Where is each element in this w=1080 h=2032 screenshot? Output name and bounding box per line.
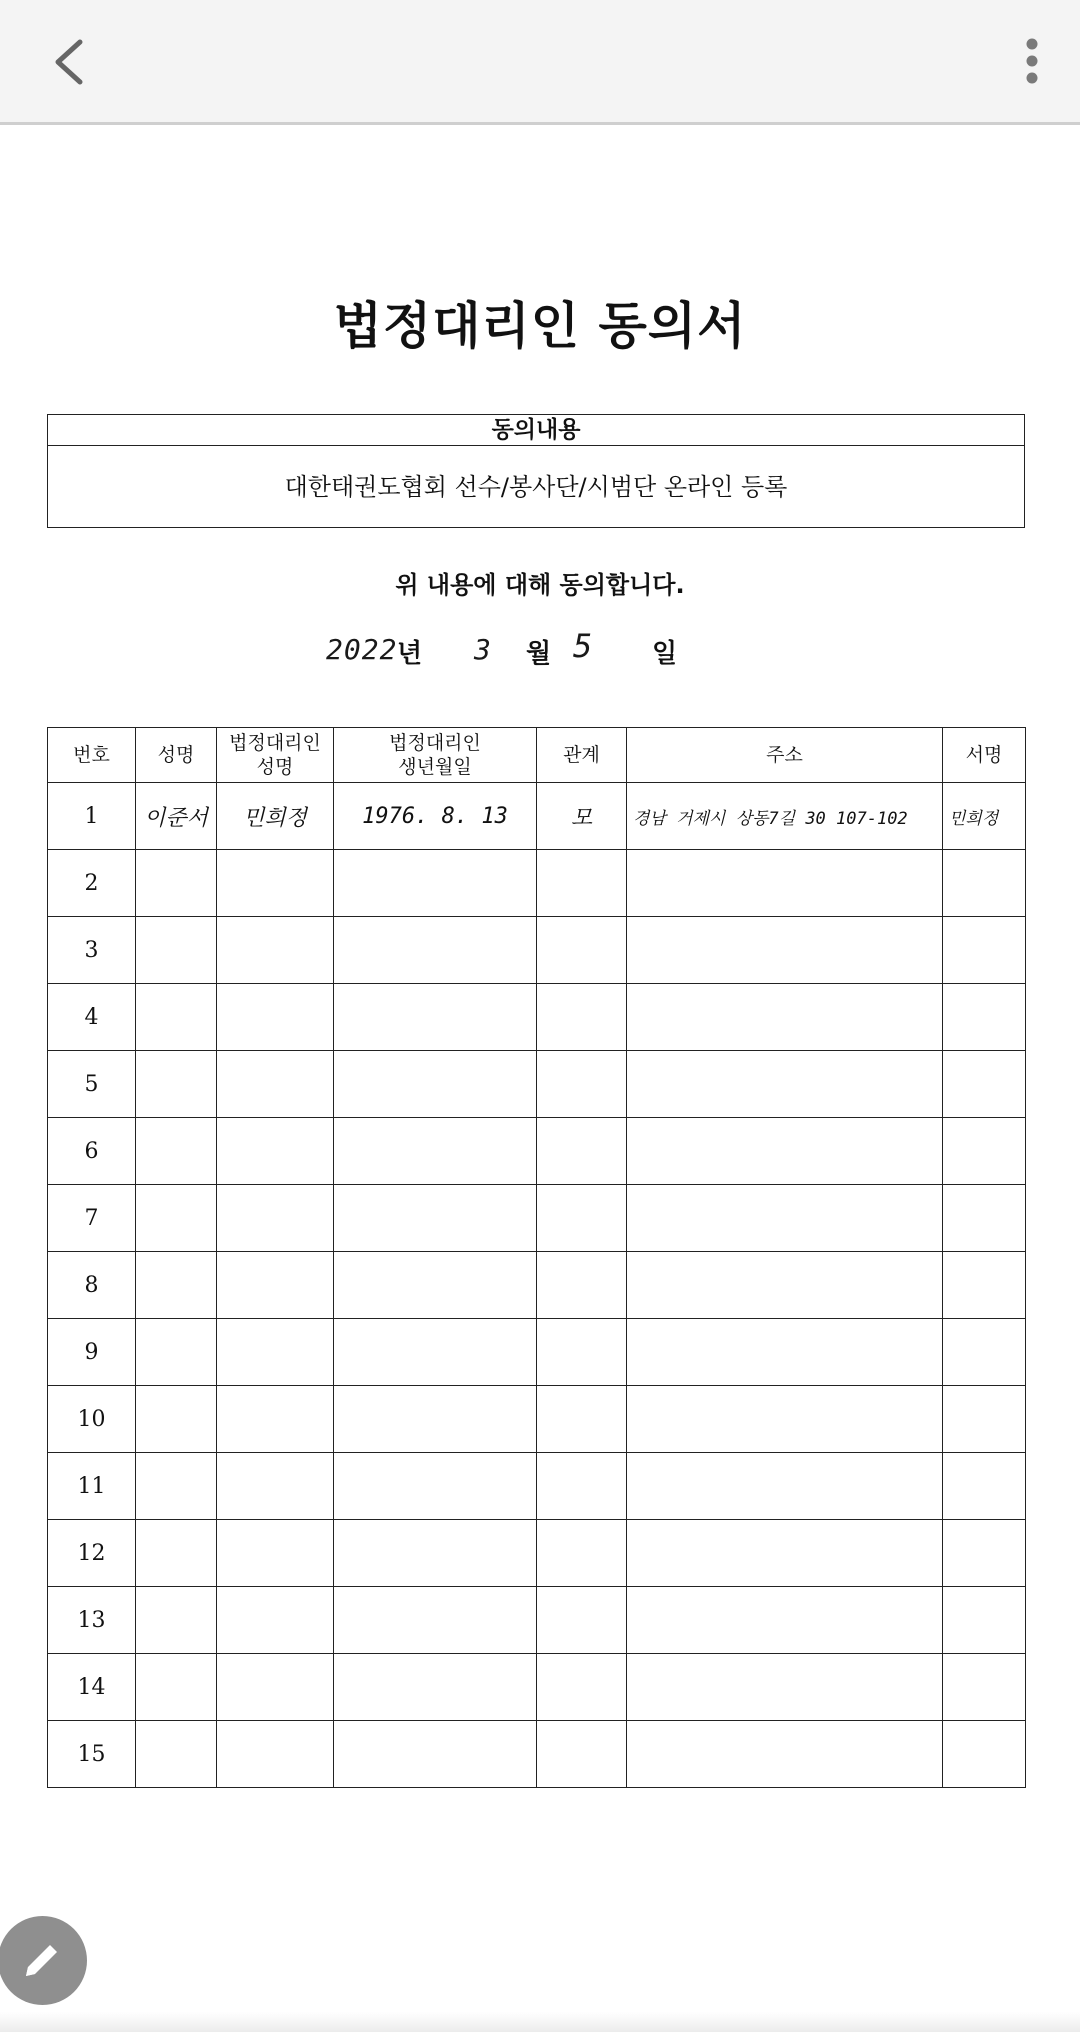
cell-name xyxy=(136,1587,217,1654)
cell-relation: 모 xyxy=(537,783,627,850)
cell-signature xyxy=(943,1386,1026,1453)
bottom-shade xyxy=(0,2012,1080,2032)
cell-name xyxy=(136,917,217,984)
cell-guardian-name xyxy=(217,1721,334,1788)
table-header-row xyxy=(48,728,1026,783)
cell-guardian-dob xyxy=(334,1654,537,1721)
cell-no: 8 xyxy=(48,1252,136,1319)
cell-name xyxy=(136,1520,217,1587)
cell-guardian-name xyxy=(217,1185,334,1252)
cell-no: 14 xyxy=(48,1654,136,1721)
date-day-label: 일 xyxy=(652,639,678,669)
cell-relation xyxy=(537,850,627,917)
cell-guardian-name xyxy=(217,1118,334,1185)
table-row xyxy=(48,1319,1026,1386)
header-address: 주소 xyxy=(627,728,943,783)
cell-signature xyxy=(943,1721,1026,1788)
agree-statement: 위 내용에 대해 동의합니다. xyxy=(395,571,685,599)
cell-signature xyxy=(943,1654,1026,1721)
pencil-icon xyxy=(20,1938,64,1982)
cell-name xyxy=(136,1185,217,1252)
cell-guardian-name xyxy=(217,850,334,917)
cell-name xyxy=(136,1386,217,1453)
table-row xyxy=(48,917,1026,984)
edit-fab[interactable] xyxy=(0,1916,87,2005)
table-row xyxy=(48,1051,1026,1118)
cell-guardian-name xyxy=(217,1319,334,1386)
cell-guardian-name xyxy=(217,1520,334,1587)
cell-guardian-name xyxy=(217,917,334,984)
cell-signature xyxy=(943,1051,1026,1118)
more-vertical-icon xyxy=(1012,30,1052,94)
cell-no: 1 xyxy=(48,783,136,850)
consent-body: 대한태권도협회 선수/봉사단/시범단 온라인 등록 xyxy=(284,473,788,501)
cell-address xyxy=(627,984,943,1051)
table-row xyxy=(48,1587,1026,1654)
table-row xyxy=(48,1118,1026,1185)
header-guardian-dob: 법정대리인 생년월일 xyxy=(334,728,537,783)
header-signature: 서명 xyxy=(943,728,1026,783)
cell-relation xyxy=(537,1386,627,1453)
cell-relation xyxy=(537,1654,627,1721)
cell-guardian-name: 민희정 xyxy=(217,783,334,850)
cell-relation xyxy=(537,1252,627,1319)
table-row xyxy=(48,1386,1026,1453)
cell-relation xyxy=(537,1453,627,1520)
cell-guardian-dob xyxy=(334,917,537,984)
cell-name xyxy=(136,1118,217,1185)
table-row xyxy=(48,850,1026,917)
cell-guardian-dob xyxy=(334,1319,537,1386)
cell-guardian-name xyxy=(217,1587,334,1654)
cell-relation xyxy=(537,1185,627,1252)
cell-name xyxy=(136,850,217,917)
cell-relation xyxy=(537,917,627,984)
cell-guardian-name xyxy=(217,984,334,1051)
cell-guardian-name xyxy=(217,1252,334,1319)
cell-relation xyxy=(537,1520,627,1587)
cell-signature xyxy=(943,984,1026,1051)
date-day-value: 5 xyxy=(573,627,594,665)
cell-name xyxy=(136,984,217,1051)
cell-guardian-name xyxy=(217,1051,334,1118)
cell-address xyxy=(627,1118,943,1185)
date-month-value: 3 xyxy=(474,633,492,666)
header-relation: 관계 xyxy=(537,728,627,783)
cell-relation xyxy=(537,1721,627,1788)
cell-name xyxy=(136,1051,217,1118)
cell-signature xyxy=(943,917,1026,984)
cell-address xyxy=(627,917,943,984)
cell-no: 6 xyxy=(48,1118,136,1185)
cell-guardian-dob xyxy=(334,1386,537,1453)
cell-signature xyxy=(943,1185,1026,1252)
cell-guardian-dob xyxy=(334,1453,537,1520)
cell-relation xyxy=(537,1051,627,1118)
table-row xyxy=(48,1453,1026,1520)
cell-relation xyxy=(537,1118,627,1185)
date-row xyxy=(0,627,1080,683)
more-options-button[interactable] xyxy=(1012,30,1052,94)
cell-signature: 민희정 xyxy=(943,783,1026,850)
cell-guardian-dob xyxy=(334,1721,537,1788)
cell-no: 2 xyxy=(48,850,136,917)
cell-address xyxy=(627,1587,943,1654)
cell-address xyxy=(627,1386,943,1453)
cell-guardian-dob xyxy=(334,1520,537,1587)
cell-guardian-dob xyxy=(334,984,537,1051)
registration-table xyxy=(47,727,1026,1788)
cell-address xyxy=(627,1185,943,1252)
cell-name: 이준서 xyxy=(136,783,217,850)
cell-relation xyxy=(537,984,627,1051)
header-guardian-name: 법정대리인 성명 xyxy=(217,728,334,783)
back-button[interactable] xyxy=(42,30,102,94)
table-row xyxy=(48,1654,1026,1721)
cell-address xyxy=(627,1721,943,1788)
cell-relation xyxy=(537,1587,627,1654)
cell-no: 13 xyxy=(48,1587,136,1654)
cell-guardian-name xyxy=(217,1654,334,1721)
cell-name xyxy=(136,1721,217,1788)
cell-address xyxy=(627,1319,943,1386)
cell-address xyxy=(627,1453,943,1520)
cell-signature xyxy=(943,1587,1026,1654)
date-month-label: 월 xyxy=(526,639,552,669)
cell-no: 5 xyxy=(48,1051,136,1118)
table-row xyxy=(48,984,1026,1051)
cell-signature xyxy=(943,1453,1026,1520)
cell-guardian-dob: 1976. 8. 13 xyxy=(334,783,537,850)
document-title: 법정대리인 동의서 xyxy=(333,297,747,355)
date-year-value: 2022 xyxy=(326,633,398,666)
cell-signature xyxy=(943,850,1026,917)
table-row xyxy=(48,1252,1026,1319)
cell-name xyxy=(136,1319,217,1386)
date-year-label: 년 xyxy=(397,639,423,669)
cell-guardian-dob xyxy=(334,1587,537,1654)
app-bar xyxy=(0,0,1080,125)
table-row xyxy=(48,1185,1026,1252)
cell-address xyxy=(627,1520,943,1587)
cell-signature xyxy=(943,1252,1026,1319)
cell-address xyxy=(627,1051,943,1118)
cell-no: 15 xyxy=(48,1721,136,1788)
back-arrow-icon xyxy=(42,30,102,94)
cell-address xyxy=(627,1252,943,1319)
cell-no: 7 xyxy=(48,1185,136,1252)
table-row xyxy=(48,783,1026,850)
consent-header: 동의내용 xyxy=(48,415,1024,446)
cell-no: 12 xyxy=(48,1520,136,1587)
cell-name xyxy=(136,1453,217,1520)
cell-guardian-dob xyxy=(334,1185,537,1252)
cell-no: 3 xyxy=(48,917,136,984)
cell-no: 11 xyxy=(48,1453,136,1520)
cell-relation xyxy=(537,1319,627,1386)
cell-signature xyxy=(943,1520,1026,1587)
cell-guardian-dob xyxy=(334,850,537,917)
cell-signature xyxy=(943,1319,1026,1386)
cell-guardian-name xyxy=(217,1386,334,1453)
cell-address: 경남 거제시 상동7길 30 107-102 xyxy=(627,783,943,850)
cell-name xyxy=(136,1654,217,1721)
cell-guardian-dob xyxy=(334,1051,537,1118)
cell-name xyxy=(136,1252,217,1319)
consent-box xyxy=(47,414,1025,528)
table-row xyxy=(48,1721,1026,1788)
header-no: 번호 xyxy=(48,728,136,783)
table-body xyxy=(48,783,1026,1788)
cell-address xyxy=(627,1654,943,1721)
header-name: 성명 xyxy=(136,728,217,783)
cell-address xyxy=(627,850,943,917)
cell-guardian-name xyxy=(217,1453,334,1520)
table-row xyxy=(48,1520,1026,1587)
cell-no: 4 xyxy=(48,984,136,1051)
cell-no: 9 xyxy=(48,1319,136,1386)
cell-no: 10 xyxy=(48,1386,136,1453)
cell-guardian-dob xyxy=(334,1252,537,1319)
cell-signature xyxy=(943,1118,1026,1185)
cell-guardian-dob xyxy=(334,1118,537,1185)
